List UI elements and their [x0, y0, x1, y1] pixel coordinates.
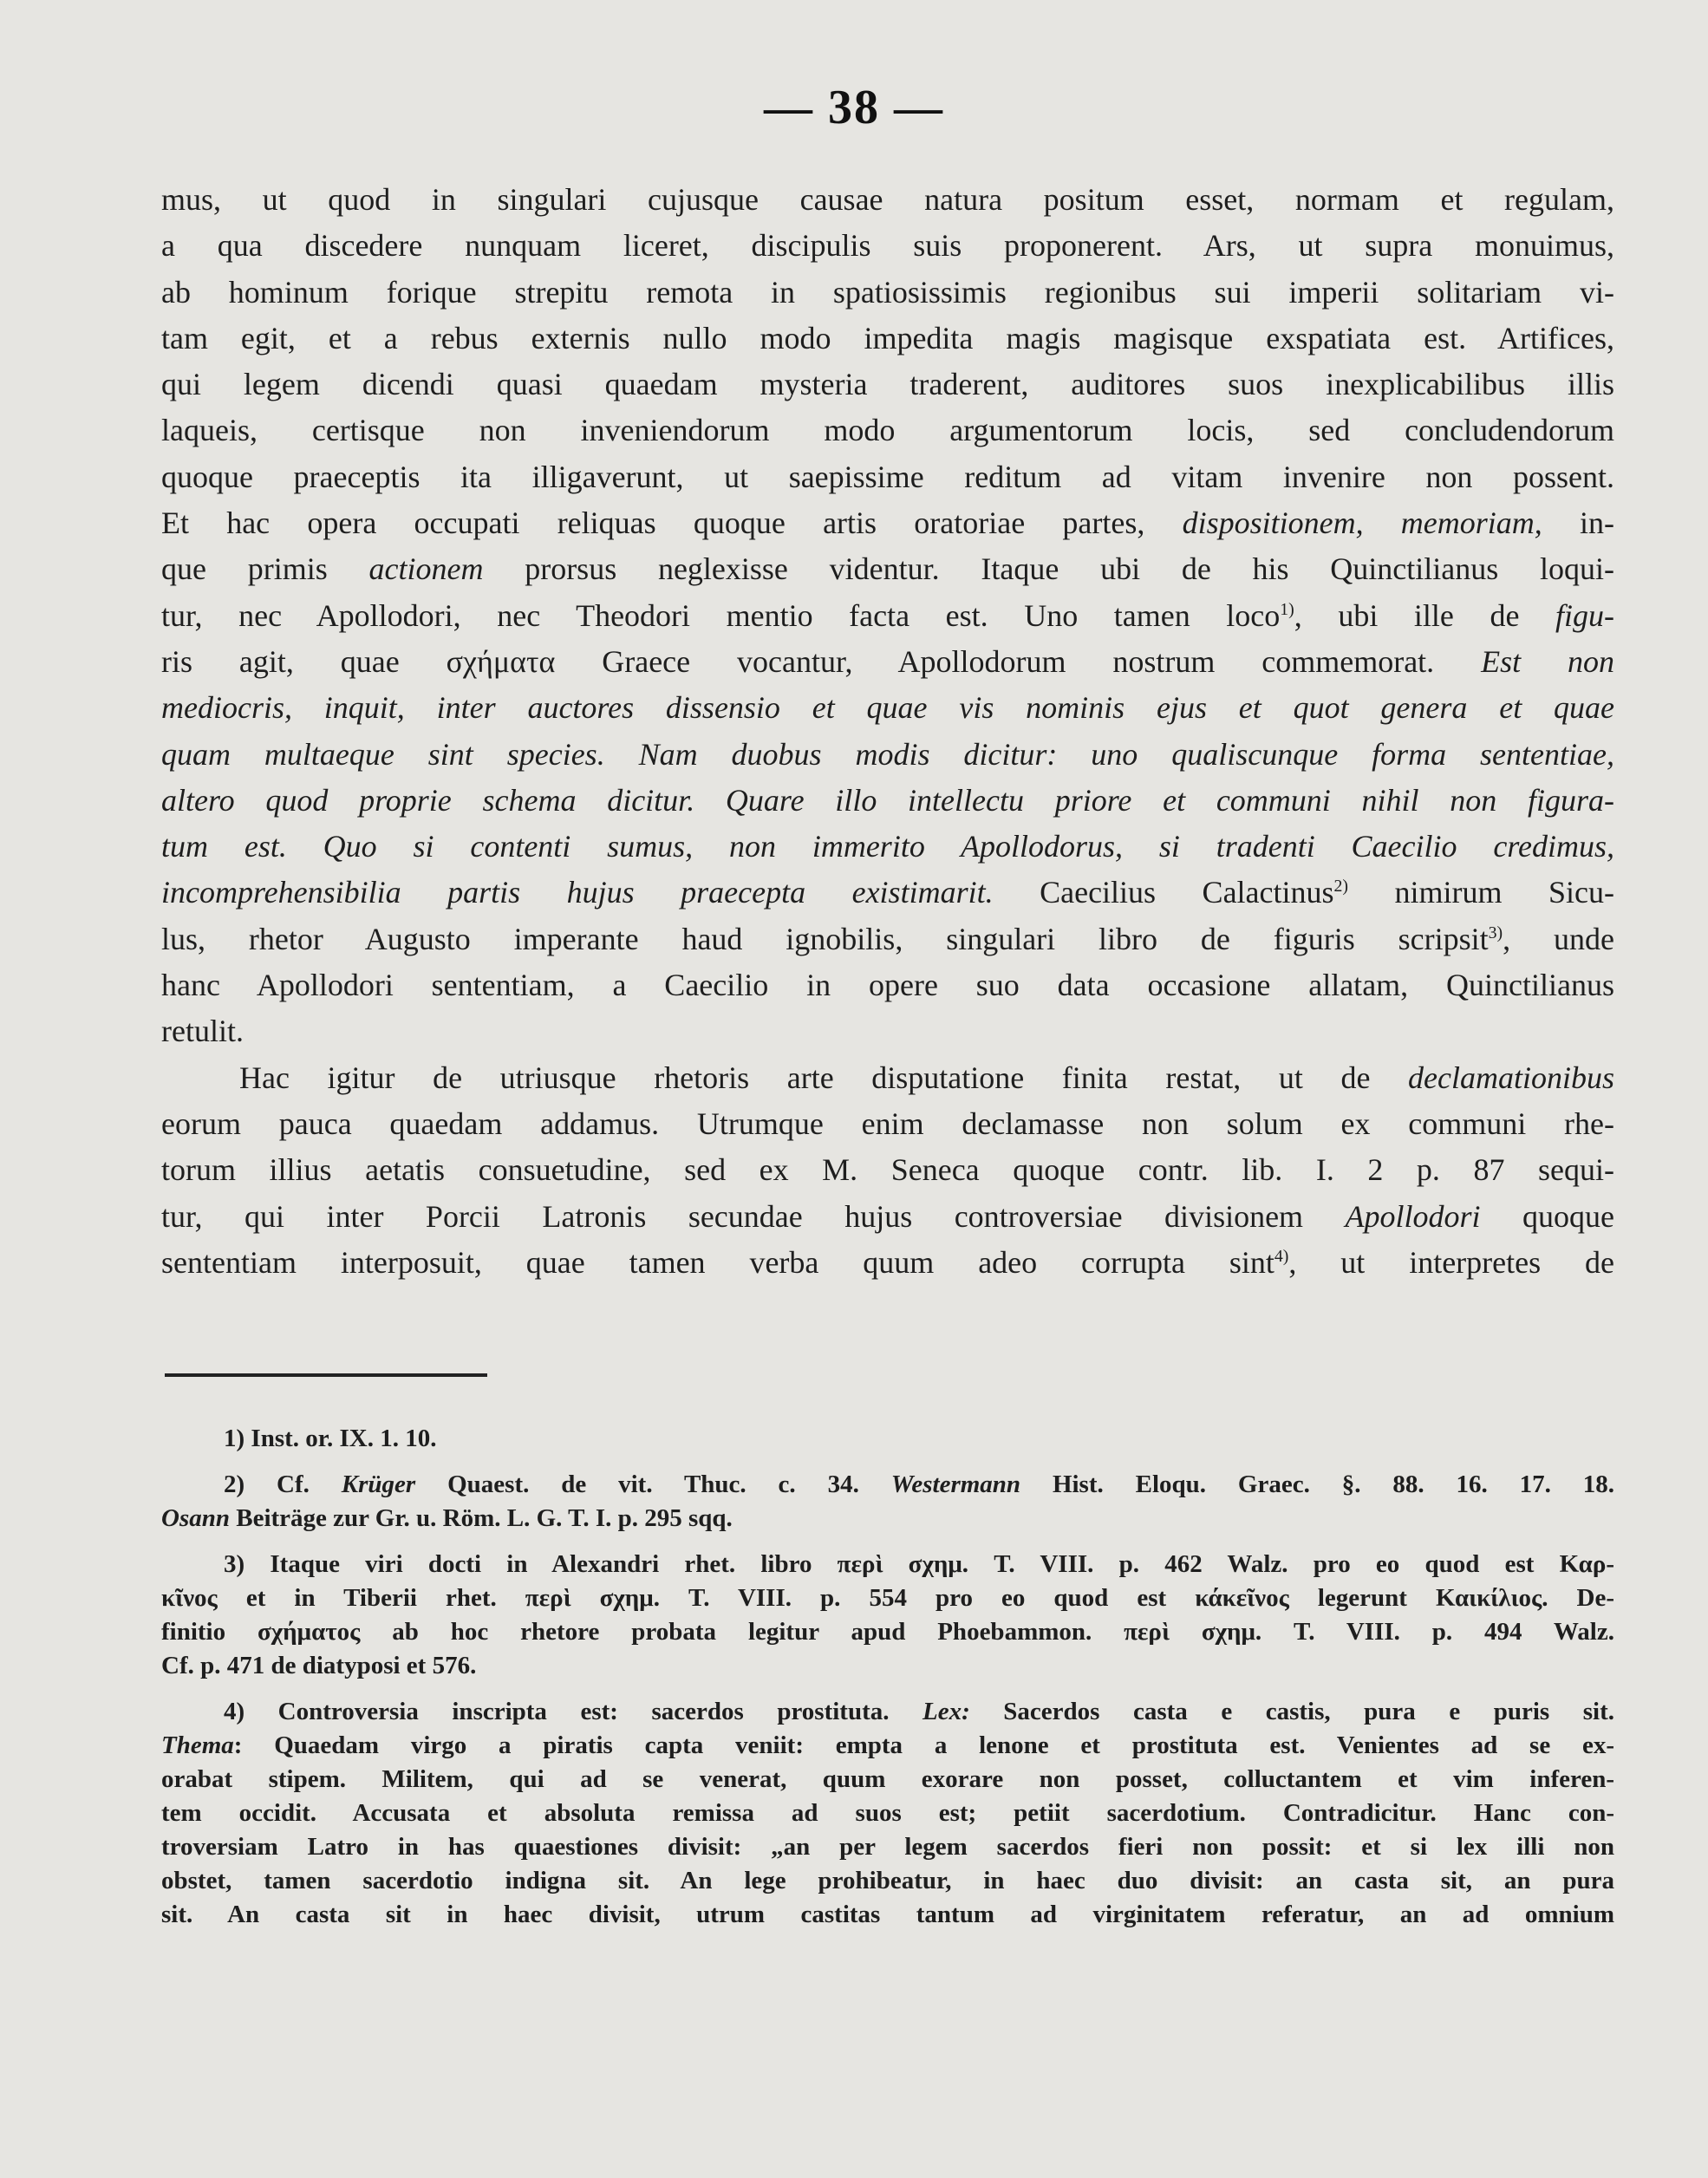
footnote-1	[161, 1422, 1614, 1456]
italic-run: Westermann	[890, 1470, 1021, 1498]
text-run: tur, qui inter Porcii Latronis secundae hujus controversiae divisionem	[161, 1198, 1304, 1234]
text-run: Sacerdos casta e castis, pura e puris sit.	[1003, 1698, 1614, 1725]
text-line: laqueis, certisque non inveniendorum modo argumentorum locis, sed concludendorum	[161, 413, 1614, 448]
footnote-line: κῖνος et in Tiberii rhet. περὶ σχημ. T. VIII. p. 554 pro eo quod est κάκεῖνος legerunt Καικίλιος. De-	[161, 1584, 1614, 1612]
text-line	[161, 1240, 1614, 1286]
text-line	[161, 916, 1614, 962]
text-run: Caecilius Calactinus	[1040, 875, 1334, 910]
text-line: torum illius aetatis consuetudine, sed ex M. Seneca quoque contr. lib. I. 2 p. 87 sequi-	[161, 1152, 1614, 1188]
text-run: , ut interpretes de	[1288, 1244, 1614, 1280]
text-run: nimirum Sicu-	[1394, 875, 1614, 910]
footnote-ref: 3)	[1488, 923, 1503, 942]
footnote-line	[161, 1695, 1614, 1729]
footnote-line: orabat stipem. Militem, qui ad se venerat, quum exorare non posset, colluctantem et vim inferen-	[161, 1765, 1614, 1793]
italic-run: Osann	[161, 1504, 230, 1532]
text-line: a qua discedere nunquam liceret, discipulis suis proponerent. Ars, ut supra monuimus,	[161, 228, 1614, 264]
text-run: Beiträge zur Gr. u. Röm. L. G. T. I. p. 295 sqq.	[236, 1504, 733, 1532]
text-line: quoque praeceptis ita illigaverunt, ut saepissime reditum ad vitam invenire non possent.	[161, 459, 1614, 494]
text-run: que primis	[161, 551, 328, 587]
text-run: prorsus neglexisse videntur. Itaque ubi de his Quinctilianus loqui-	[525, 551, 1614, 587]
footnote-ref: 2)	[1333, 877, 1349, 897]
text-line	[161, 500, 1614, 546]
text-run: quoque	[1522, 1198, 1614, 1234]
text-run: Hac igitur de utriusque rhetoris arte disputatione finita restat, ut de	[239, 1060, 1371, 1095]
footnotes	[161, 1422, 1614, 1944]
footnote-ref: 1)	[1280, 599, 1294, 619]
italic-run: inter auctores dissensio et quae vis nominis ejus et quot genera et quae	[436, 690, 1614, 726]
text-line: eorum pauca quaedam addamus. Utrumque enim declamasse non solum ex communi rhe-	[161, 1105, 1614, 1141]
text-run: 2) Cf.	[224, 1470, 310, 1498]
text-line: hanc Apollodori sententiam, a Caecilio in opere suo data occasione allatam, Quinctilianus	[161, 968, 1614, 1003]
italic-run: declamationibus	[1408, 1060, 1614, 1095]
text-line: qui legem dicendi quasi quaedam mysteria traderent, auditores suos inexplicabilibus illis	[161, 367, 1614, 402]
italic-run: quam multaeque sint species. Nam duobus modis dicitur: uno qualiscunque forma sententiae,	[161, 736, 1614, 772]
text-run: Hist. Eloqu. Graec. §. 88. 16. 17. 18.	[1052, 1470, 1614, 1498]
footnote-3	[161, 1548, 1614, 1683]
text-line	[161, 593, 1614, 639]
text-line	[161, 546, 1614, 592]
footnote-divider	[165, 1373, 487, 1377]
italic-run: Est non	[1481, 643, 1614, 679]
text-run: 4) Controversia inscripta est: sacerdos prostituta.	[224, 1698, 890, 1725]
text-line	[161, 639, 1614, 685]
footnote-4	[161, 1695, 1614, 1932]
text-run: Quaest. de vit. Thuc. c. 34.	[447, 1470, 859, 1498]
text-run: , ubi ille de	[1294, 597, 1520, 633]
text-line: ab hominum forique strepitu remota in spatiosissimis regionibus sui imperii solitariam vi-	[161, 274, 1614, 310]
italic-run: Thema	[161, 1731, 234, 1759]
footnote-line	[161, 1468, 1614, 1502]
text-line	[161, 824, 1614, 870]
text-run: ris agit, quae σχήματα Graece vocantur, Apollodorum nostrum commemorat.	[161, 643, 1435, 679]
text-line: mus, ut quod in singulari cujusque causae natura positum esset, normam et regulam,	[161, 182, 1614, 217]
italic-run: actionem	[368, 551, 484, 587]
text-line: retulit.	[161, 1014, 244, 1049]
text-run: lus, rhetor Augusto imperante haud ignobilis, singulari libro de figuris scripsit	[161, 921, 1489, 956]
footnote-line: 1) Inst. or. IX. 1. 10.	[224, 1425, 437, 1452]
text-run: tur, nec Apollodori, nec Theodori mentio facta est. Uno tamen loco	[161, 597, 1281, 633]
text-line	[161, 685, 1614, 731]
italic-run: mediocris, inquit,	[161, 690, 405, 726]
footnote-ref: 4)	[1274, 1246, 1289, 1266]
text-line: tam egit, et a rebus externis nullo modo impedita magis magisque exspatiata est. Artifices,	[161, 320, 1614, 355]
italic-run: altero quod proprie schema dicitur. Quare illo intellectu priore et communi nihil non figura-	[161, 782, 1614, 818]
italic-run: Apollodori	[1345, 1198, 1481, 1234]
text-line	[161, 870, 1614, 916]
text-line	[161, 1055, 1614, 1101]
italic-run: dispositionem, memoriam,	[1182, 505, 1542, 541]
italic-run: incomprehensibilia partis hujus praecepta existimarit.	[161, 875, 994, 910]
footnote-2	[161, 1468, 1614, 1536]
footnote-line	[161, 1502, 1614, 1536]
page-number: — 38 —	[764, 81, 944, 134]
text-run: Et hac opera occupati reliquas quoque artis oratoriae partes,	[161, 505, 1145, 541]
italic-run: Lex:	[922, 1698, 970, 1725]
italic-run: figu-	[1555, 597, 1614, 633]
main-text	[161, 177, 1614, 1286]
footnote-line: Cf. p. 471 de diatyposi et 576.	[161, 1652, 477, 1679]
footnote-line: 3) Itaque viri docti in Alexandri rhet. libro περὶ σχημ. T. VIII. p. 462 Walz. pro eo quod est Καρ-	[224, 1550, 1614, 1578]
text-run: sententiam interposuit, quae tamen verba quum adeo corrupta sint	[161, 1244, 1274, 1280]
text-run: , unde	[1503, 921, 1614, 956]
text-line	[161, 1194, 1614, 1240]
text-line	[161, 732, 1614, 778]
footnote-line	[161, 1729, 1614, 1763]
text-line	[161, 778, 1614, 824]
italic-run: tum est. Quo si contenti sumus, non immerito Apollodorus, si tradenti Caecilio credimus,	[161, 829, 1614, 864]
text-run: : Quaedam virgo a piratis capta veniit: empta a lenone et prostituta est. Venientes ad se ex-	[233, 1731, 1614, 1759]
footnote-line: tem occidit. Accusata et absoluta remissa ad suos est; petiit sacerdotium. Contradicitur. Hanc con-	[161, 1799, 1614, 1827]
footnote-line: sit. An casta sit in haec divisit, utrum castitas tantum ad virginitatem referatur, an ad omnium	[161, 1901, 1614, 1928]
italic-run: Krüger	[341, 1470, 416, 1498]
footnote-line: obstet, tamen sacerdotio indigna sit. An lege prohibeatur, in haec duo divisit: an casta sit, an pura	[161, 1867, 1614, 1894]
text-run: in-	[1580, 505, 1614, 541]
footnote-line: troversiam Latro in has quaestiones divisit: „an per legem sacerdos fieri non possit: et si lex illi non	[161, 1833, 1614, 1861]
footnote-line: finitio σχήματος ab hoc rhetore probata legitur apud Phoebammon. περὶ σχημ. T. VIII. p. 494 Walz.	[161, 1618, 1614, 1646]
